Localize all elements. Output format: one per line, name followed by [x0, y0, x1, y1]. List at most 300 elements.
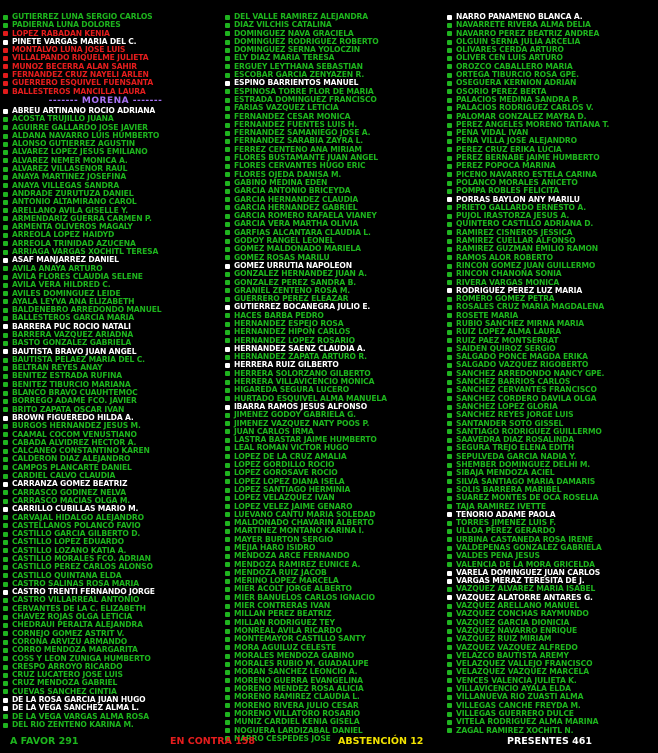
vote-indicator-icon — [3, 333, 8, 338]
legislator-name: MORALES RUBIO M. GUADALUPE — [234, 660, 369, 669]
legislator-name: VALENCIA DE LA MORA GRICELDA — [456, 560, 595, 569]
vote-indicator-icon — [225, 454, 230, 459]
legislator-row — [447, 652, 655, 660]
legislator-name: PORRAS BAYLÓN ANY MARILÚ — [456, 195, 580, 204]
legislator-name: VÁZQUEZ NAVARRO ENRIQUE — [456, 626, 578, 635]
legislator-row — [225, 162, 430, 170]
vote-indicator-icon — [225, 629, 230, 634]
legislator-row — [225, 79, 430, 87]
legislator-row — [3, 522, 208, 530]
legislator-name: FERNÁNDEZ CRUZ NAYELI ARLEN — [12, 71, 149, 80]
legislator-name: MALDONADO CHAVARÍN ALBERTO — [234, 519, 374, 528]
legislator-row — [225, 113, 430, 121]
legislator-name: VELAZCO BAUTISTA AREMY — [456, 651, 569, 660]
legislator-name: GONZÁLEZ PÉREZ SANDRA B. — [234, 278, 356, 287]
legislator-row — [225, 137, 430, 145]
vote-indicator-icon — [3, 56, 8, 61]
vote-indicator-icon — [225, 23, 230, 28]
vote-indicator-icon — [3, 698, 8, 703]
legislator-row — [447, 710, 655, 718]
legislator-name: LÓPEZ RABADÁN KENIA — [12, 29, 110, 38]
vote-indicator-icon — [447, 546, 452, 551]
legislator-row — [225, 129, 430, 137]
legislator-row — [447, 519, 655, 527]
legislator-row — [225, 503, 430, 511]
legislator-row — [225, 585, 430, 593]
vote-indicator-icon — [447, 189, 452, 194]
legislator-name: GUERRERO PÉREZ ELEAZAR — [234, 295, 349, 304]
vote-indicator-icon — [447, 637, 452, 642]
vote-indicator-icon — [3, 507, 8, 512]
vote-indicator-icon — [447, 413, 452, 418]
legislator-name: ÁLVAREZ VILLASEÑOR RAÚL — [12, 165, 128, 174]
vote-indicator-icon — [225, 31, 230, 36]
legislator-row — [3, 306, 208, 314]
vote-indicator-icon — [447, 595, 452, 600]
vote-indicator-icon — [447, 380, 452, 385]
vote-indicator-icon — [3, 134, 8, 139]
vote-indicator-icon — [447, 139, 452, 144]
legislator-name: CASTILLO PÉREZ CARLOS ALONSO — [12, 563, 153, 572]
legislator-row — [447, 162, 655, 170]
legislator-name: GUERRERO ESQUIVEL FUENSANTA — [12, 79, 154, 88]
legislator-name: FARIAS VÁZQUEZ LETICIA — [234, 104, 339, 113]
vote-indicator-icon — [447, 89, 452, 94]
legislator-row — [225, 187, 430, 195]
legislator-row — [3, 63, 208, 71]
legislator-row — [225, 295, 430, 303]
vote-indicator-icon — [447, 562, 452, 567]
legislator-name: OSEGUERA KERNION ADRIÁN — [456, 79, 577, 88]
legislator-row — [447, 718, 655, 726]
vote-indicator-icon — [225, 73, 230, 78]
vote-indicator-icon — [447, 421, 452, 426]
legislator-name: SIBAJA MENDOZA ACIEL — [456, 469, 555, 478]
legislator-row — [447, 46, 655, 54]
legislator-name: DOMÍNGUEZ RODRÍGUEZ ROBERTO — [234, 37, 379, 46]
vote-indicator-icon — [447, 579, 452, 584]
legislator-name: URBINA CASTAÑEDA ROSA IRENE — [456, 535, 593, 544]
legislator-row — [225, 420, 430, 428]
legislator-name: CARRASCO GODÍNEZ NELVA — [12, 488, 126, 497]
legislator-name: CASTILLO MORALES FCO. ADRIÁN — [12, 555, 151, 563]
legislator-row — [447, 353, 655, 361]
legislator-name: ARREOLA TRINIDAD AZUCENA — [12, 239, 136, 248]
legislator-row — [225, 337, 430, 345]
vote-indicator-icon — [3, 548, 8, 553]
legislator-name: PÉREZ POPOCA MARINA — [456, 162, 556, 171]
legislator-row — [3, 721, 208, 729]
legislator-row — [225, 245, 430, 253]
vote-indicator-icon — [447, 305, 452, 310]
legislator-row — [3, 198, 208, 206]
vote-indicator-icon — [3, 233, 8, 238]
vote-indicator-icon — [447, 172, 452, 177]
legislator-name: SÁNCHEZ ARREDONDO NANCY GPE. — [456, 369, 605, 378]
legislator-row — [225, 71, 430, 79]
vote-indicator-icon — [3, 706, 8, 711]
legislator-name: CABADA ALVIDREZ HÉCTOR A. — [12, 438, 137, 447]
legislator-row — [447, 469, 655, 477]
legislator-name: FERNÁNDEZ CÉSAR MÓNICA — [234, 112, 351, 121]
vote-indicator-icon — [3, 183, 8, 188]
legislator-row — [3, 356, 208, 364]
legislator-row — [225, 179, 430, 187]
legislator-name: ASAF MANJARREZ DANIEL — [12, 256, 119, 265]
legislator-row — [225, 154, 430, 162]
vote-indicator-icon — [3, 73, 8, 78]
vote-indicator-icon — [225, 396, 230, 401]
legislator-name: GODOY RANGEL LEONEL — [234, 237, 335, 246]
legislator-row — [3, 54, 208, 62]
legislator-name: CASTRO TRENTI FERNANDO JORGE — [12, 588, 155, 597]
vote-indicator-icon — [225, 712, 230, 717]
vote-indicator-icon — [3, 31, 8, 36]
legislator-name: NAVARRETE RIVERA ALMA DELIA — [456, 21, 591, 30]
legislator-name: DE LA ROSA GARCÍA JUAN HUGO — [12, 696, 146, 705]
legislator-row — [225, 378, 430, 386]
legislator-name: FERNÁNDEZ SAMANIEGO JOSÉ A. — [234, 129, 371, 138]
legislator-name: CUEVAS SÁNCHEZ CINTIA — [12, 687, 117, 696]
vote-indicator-icon — [225, 330, 230, 335]
vote-indicator-icon — [3, 117, 8, 122]
legislator-row — [447, 378, 655, 386]
legislator-row — [225, 436, 430, 444]
vote-indicator-icon — [447, 106, 452, 111]
legislator-row — [3, 688, 208, 696]
legislator-name: GARFIAS ALCÁNTARA CLAUDIA L. — [234, 228, 371, 237]
legislator-row — [3, 646, 208, 654]
legislator-row — [447, 552, 655, 560]
legislator-name: RINCÓN CHANONA SONIA — [456, 270, 562, 279]
legislator-name: MARTÍNEZ MONTAÑO KARINA I. — [234, 527, 365, 536]
vote-indicator-icon — [3, 615, 8, 620]
legislator-row — [447, 303, 655, 311]
legislator-row — [225, 88, 430, 96]
vote-indicator-icon — [225, 463, 230, 468]
legislator-name: LÓPEZ DE LA CRUZ AMALIA — [234, 452, 347, 461]
legislator-row — [3, 530, 208, 538]
vote-indicator-icon — [3, 283, 8, 288]
legislator-row — [225, 577, 430, 585]
legislator-name: GONZÁLEZ HERNÁNDEZ JUAN A. — [234, 270, 367, 279]
vote-indicator-icon — [225, 106, 230, 111]
legislator-row — [3, 207, 208, 215]
legislator-row — [3, 182, 208, 190]
legislator-row — [447, 602, 655, 610]
legislator-name: RUBIO SÁNCHEZ MIRNA MARÍA — [456, 319, 585, 328]
legislator-row — [447, 503, 655, 511]
legislator-row — [225, 303, 430, 311]
legislator-row — [3, 447, 208, 455]
vote-indicator-icon — [225, 230, 230, 235]
legislator-name: PÉREZ ANGELES MORENO TATIANA T. — [456, 120, 610, 129]
vote-indicator-icon — [447, 272, 452, 277]
legislator-name: AVILÉS DOMÍNGUEZ LEIDE — [12, 289, 121, 298]
legislator-name: PÉREZ BERNABÉ JAIME HUMBERTO — [456, 154, 600, 163]
legislator-name: MORENO GUERRA EVANGELINA — [234, 676, 363, 685]
vote-indicator-icon — [225, 388, 230, 393]
vote-indicator-icon — [447, 181, 452, 186]
vote-indicator-icon — [225, 280, 230, 285]
legislator-name: BURGOS HERNÁNDEZ JESÚS M. — [12, 422, 141, 431]
vote-indicator-icon — [447, 687, 452, 692]
vote-indicator-icon — [3, 465, 8, 470]
legislator-name: OLGUÍN SERNA JULIA ARCELIA — [456, 37, 581, 46]
legislator-name: CASTILLO GARCÍA GILBERTO D. — [12, 530, 141, 539]
legislator-name: POLANCO MORALES ANICETO — [456, 178, 578, 187]
legislator-row — [3, 79, 208, 87]
legislator-row — [225, 46, 430, 54]
vote-indicator-icon — [225, 264, 230, 269]
vote-indicator-icon — [447, 214, 452, 219]
legislator-name: AYALA LEYVA ANA ELIZABETH — [12, 297, 135, 306]
legislator-row — [447, 461, 655, 469]
vote-indicator-icon — [225, 205, 230, 210]
vote-indicator-icon — [447, 347, 452, 352]
vote-indicator-icon — [225, 637, 230, 642]
legislator-name: ROSETE MARÍA — [456, 311, 519, 320]
legislator-name: NARRO PANAMEÑO BLANCA A. — [456, 13, 583, 21]
legislator-row — [3, 538, 208, 546]
vote-indicator-icon — [225, 670, 230, 675]
legislator-name: MORENO VILLATORO ROSARIO — [234, 709, 360, 718]
vote-indicator-icon — [3, 432, 8, 437]
legislator-name: CARVAJAL HIDALGO ALEJANDRO — [12, 513, 144, 522]
vote-indicator-icon — [447, 512, 452, 517]
legislator-name: HERNÁNDEZ SÁENZ CLAUDIA A. — [234, 344, 366, 353]
vote-indicator-icon — [447, 645, 452, 650]
legislator-row — [447, 403, 655, 411]
legislator-name: BAUTISTA PELÁEZ MARÍA DEL C. — [12, 355, 145, 364]
legislator-row — [447, 13, 655, 21]
vote-indicator-icon — [447, 429, 452, 434]
legislator-name: CALDERÓN DÍAZ ALEJANDRO — [12, 455, 131, 464]
vote-indicator-icon — [225, 562, 230, 567]
legislator-row — [447, 544, 655, 552]
legislator-name: CORNEJO GÓMEZ ASTRIT V. — [12, 629, 125, 638]
legislator-row — [447, 262, 655, 270]
legislator-row — [225, 668, 430, 676]
legislator-row — [447, 229, 655, 237]
legislator-name: MORENO RIVERA JULIO CÉSAR — [234, 701, 359, 710]
legislator-name: ALONSO GUTIÉRREZ AGUSTÍN — [12, 140, 135, 149]
legislator-row — [225, 619, 430, 627]
legislator-row — [225, 461, 430, 469]
legislator-row — [447, 104, 655, 112]
vote-indicator-icon — [447, 56, 452, 61]
vote-indicator-icon — [225, 288, 230, 293]
column-3 — [447, 13, 655, 735]
legislator-row — [3, 679, 208, 687]
legislator-row — [3, 148, 208, 156]
legislator-name: VÁZQUEZ VÁZQUEZ ALFREDO — [456, 643, 578, 652]
legislator-name: MONREAL ÁVILA RICARDO — [234, 626, 342, 635]
legislator-name: OLIVARES CERDA ARTURO — [456, 46, 564, 55]
vote-indicator-icon — [3, 565, 8, 570]
legislator-row — [447, 220, 655, 228]
vote-indicator-icon — [225, 147, 230, 152]
vote-indicator-icon — [3, 673, 8, 678]
vote-indicator-icon — [447, 554, 452, 559]
legislator-row — [225, 345, 430, 353]
legislator-name: QUINTERO CASTILLO ADRIANA D. — [456, 220, 594, 229]
legislator-name: BALLESTEROS GARCÍA MARÍA — [12, 314, 135, 323]
legislator-row — [225, 196, 430, 204]
legislator-row — [225, 328, 430, 336]
legislator-row — [447, 619, 655, 627]
legislator-name: MEJÍA HARO ISIDRO — [234, 544, 316, 552]
vote-indicator-icon — [3, 358, 8, 363]
vote-indicator-icon — [3, 557, 8, 562]
legislator-name: DEL VALLE RAMÍREZ ALEJANDRA — [234, 13, 368, 21]
legislator-name: SÁNCHEZ REYES JORGE LUIS — [456, 411, 574, 420]
total-presentes: PRESENTES 461 — [507, 736, 592, 747]
legislator-name: CARDIEL CALVO CLAUDIA — [12, 472, 116, 481]
vote-indicator-icon — [225, 214, 230, 219]
legislator-row — [3, 497, 208, 505]
legislator-row — [225, 702, 430, 710]
legislator-row — [3, 655, 208, 663]
vote-indicator-icon — [3, 374, 8, 379]
legislator-row — [447, 129, 655, 137]
vote-indicator-icon — [225, 504, 230, 509]
legislator-row — [225, 171, 430, 179]
legislator-name: PÉREZ CRUZ ERIKA LUCÍA — [456, 145, 562, 154]
legislator-name: BORREGO ADAME FCO. JAVIER — [12, 397, 137, 406]
legislator-name: MENDOZA ARCE FERNANDO — [234, 552, 350, 561]
vote-indicator-icon — [3, 623, 8, 628]
legislator-row — [225, 54, 430, 62]
legislator-row — [3, 323, 208, 331]
vote-indicator-icon — [225, 363, 230, 368]
legislator-row — [225, 536, 430, 544]
vote-indicator-icon — [3, 391, 8, 396]
legislator-name: LÓPEZ LÓPEZ DIANA ISELA — [234, 477, 345, 486]
legislator-row — [225, 204, 430, 212]
legislator-row — [447, 196, 655, 204]
vote-indicator-icon — [3, 308, 8, 313]
legislator-row — [3, 223, 208, 231]
legislator-row — [3, 605, 208, 613]
legislator-row — [447, 345, 655, 353]
legislator-name: VÁZQUEZ GARCÍA DIONICIA — [456, 618, 570, 627]
legislator-name: NOGUERA LARDIZÁBAL DANIEL — [234, 726, 363, 735]
legislator-row — [225, 146, 430, 154]
vote-indicator-icon — [447, 396, 452, 401]
legislator-row — [225, 411, 430, 419]
legislator-name: FLORES CERVANTES HUGO ERIC — [234, 162, 366, 171]
legislator-name: ESTRADA DOMÍNGUEZ FRANCISCO — [234, 95, 377, 104]
legislator-name: VELÁZQUEZ VALLEJO FRANCISCO — [456, 660, 593, 669]
legislator-row — [225, 519, 430, 527]
legislator-name: SÁNCHEZ CORDERO DÁVILA OLGA — [456, 394, 597, 403]
vote-indicator-icon — [447, 446, 452, 451]
vote-indicator-icon — [3, 714, 8, 719]
vote-indicator-icon — [447, 355, 452, 360]
vote-indicator-icon — [447, 73, 452, 78]
legislator-name: ANAYA MARTÍNEZ JOSEFINA — [12, 173, 127, 182]
vote-indicator-icon — [225, 81, 230, 86]
legislator-name: GÓMEZ ROSAS MARILÚ — [234, 253, 330, 262]
vote-indicator-icon — [225, 48, 230, 53]
legislator-row — [225, 469, 430, 477]
legislator-name: MORENO RAMÍREZ CLAUDIA L. — [234, 693, 360, 702]
legislator-row — [225, 104, 430, 112]
legislator-row — [3, 364, 208, 372]
vote-indicator-icon — [225, 554, 230, 559]
legislator-name: MILLÁN RODRÍGUEZ TEY — [234, 618, 335, 627]
vote-indicator-icon — [447, 147, 452, 152]
vote-indicator-icon — [3, 606, 8, 611]
legislator-row — [447, 386, 655, 394]
legislator-name: CASTILLO LOZANO KATIA A. — [12, 546, 127, 555]
legislator-row — [3, 140, 208, 148]
legislator-name: MORA AGUILUZ CELESTE — [234, 643, 336, 652]
legislator-name: GARCÍA HERNÁNDEZ CLAUDIA — [234, 195, 359, 204]
legislator-name: VÁZQUEZ ÁLVAREZ MARÍA ISABEL — [456, 585, 596, 594]
legislator-row — [447, 146, 655, 154]
legislator-row — [447, 693, 655, 701]
legislator-row — [225, 320, 430, 328]
vote-indicator-icon — [447, 529, 452, 534]
vote-indicator-icon — [225, 687, 230, 692]
vote-indicator-icon — [447, 131, 452, 136]
legislator-name: VILLEGAS CANCHÉ FREYDA M. — [456, 701, 581, 710]
vote-indicator-icon — [447, 471, 452, 476]
legislator-row — [3, 46, 208, 54]
vote-indicator-icon — [3, 424, 8, 429]
legislator-row — [3, 621, 208, 629]
legislator-name: BASTO GONZÁLEZ GABRIELA — [12, 339, 132, 348]
legislator-name: BENÍTEZ TIBURCIO MARIANA — [12, 380, 131, 389]
vote-indicator-icon — [3, 723, 8, 728]
vote-indicator-icon — [225, 247, 230, 252]
legislator-row — [225, 262, 430, 270]
legislator-row — [225, 644, 430, 652]
legislator-row — [225, 552, 430, 560]
legislator-row — [225, 21, 430, 29]
legislator-name: HACES BARBA PEDRO — [234, 311, 324, 320]
legislator-name: HIGAREDA SEGURA LUCERO — [234, 386, 350, 395]
legislator-row — [447, 569, 655, 577]
vote-indicator-icon — [225, 678, 230, 683]
legislator-row — [3, 240, 208, 248]
vote-indicator-icon — [225, 720, 230, 725]
vote-indicator-icon — [3, 474, 8, 479]
vote-indicator-icon — [3, 515, 8, 520]
vote-indicator-icon — [3, 316, 8, 321]
party-header: ------- MORENA ------- — [48, 95, 163, 106]
legislator-name: CERVANTES DE LA C. ELIZABETH — [12, 604, 146, 613]
legislator-row — [447, 279, 655, 287]
vote-indicator-icon — [3, 440, 8, 445]
legislator-row — [447, 187, 655, 195]
legislator-row — [3, 580, 208, 588]
vote-indicator-icon — [225, 255, 230, 260]
legislator-name: FLORES OJEDA DANISA M. — [234, 170, 342, 179]
vote-indicator-icon — [3, 382, 8, 387]
legislator-row — [3, 613, 208, 621]
vote-indicator-icon — [3, 142, 8, 147]
legislator-name: GARCÍA ANTONIO BRICEYDA — [234, 187, 351, 196]
legislator-name: GRANIEL ZENTENO ROSA M. — [234, 286, 350, 295]
legislator-name: ANAYA VILLEGAS SANDRA — [12, 181, 120, 190]
legislator-name: ULLOA PÉREZ GERARDO — [456, 527, 556, 536]
legislator-name: VÁZQUEZ CONCHAS RAYMUNDO — [456, 610, 589, 619]
legislator-name: ARREOLA LÓPEZ HAIDYD — [12, 231, 115, 240]
legislator-name: LÓPEZ GORDILLO ROCÍO — [234, 461, 335, 470]
